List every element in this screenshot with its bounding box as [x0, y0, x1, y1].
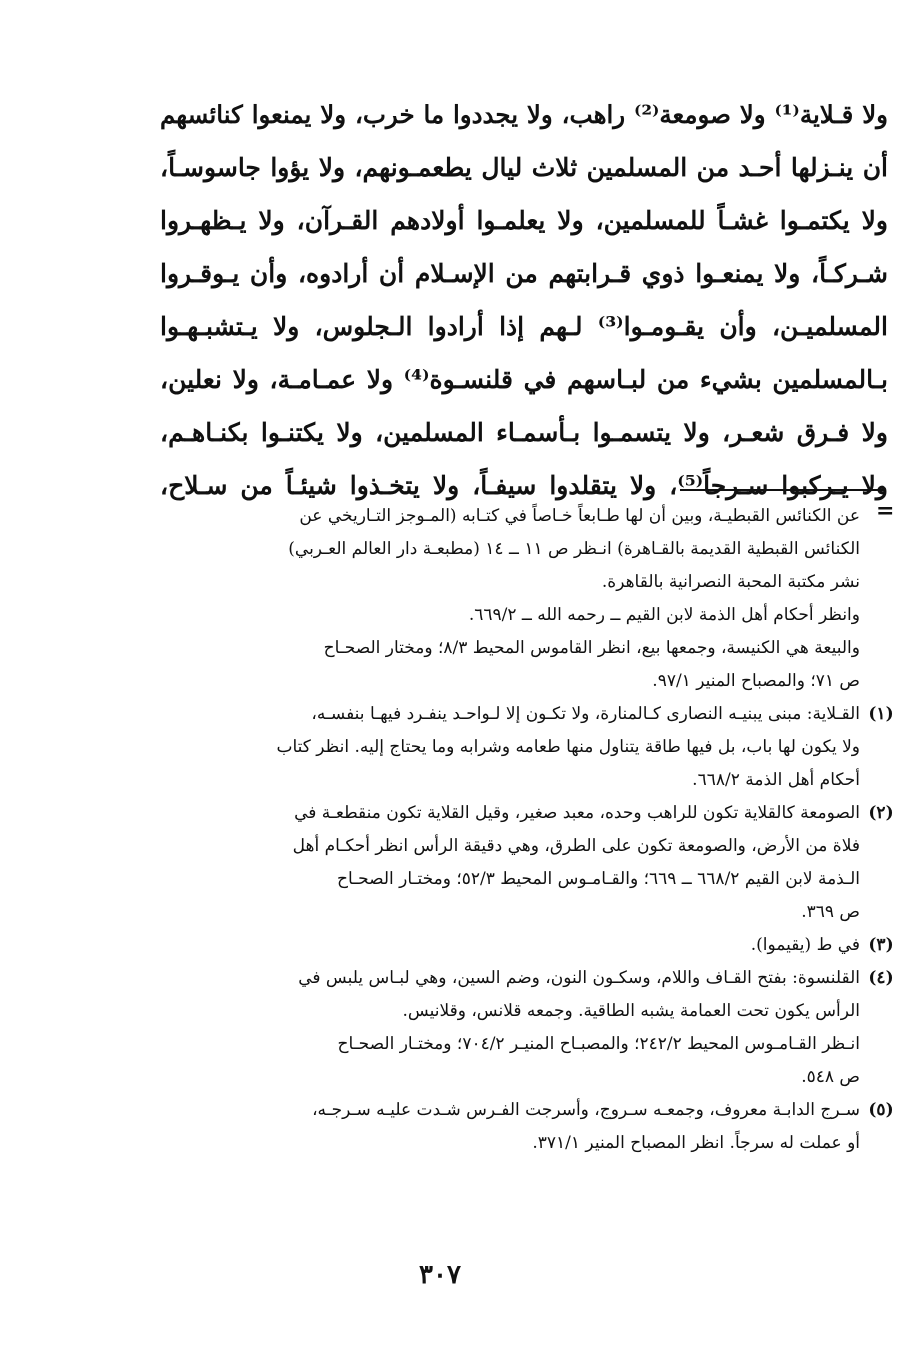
footnote-line: في ط (يقيموا).: [750, 935, 860, 955]
footnote-line: الصومعة كالقلاية تكون للراهب وحده، معبد صغير، وقيل القلاية تكون منقطعـة في: [294, 803, 860, 823]
footnote-line: الـذمة لابن القيم ٦٦٨/٢ ــ ٦٦٩؛ والقـامـوس المحيط ٥٢/٣؛ ومختـار الصحـاح: [337, 869, 860, 889]
footnote-line: والبيعة هي الكنيسة، وجمعها بيع، انظر القاموس المحيط ٨/٣؛ ومختار الصحـاح: [323, 638, 860, 658]
main-text-line: أن ينـزلها أحـد من المسلمين ثلاث ليال يطعمـونهم، ولا يؤوا جاسوسـاً،: [160, 153, 888, 182]
footnote-line: عن الكنائس القبطيـة، وبين أن لها طـابعاً خـاصاً في كتـابه (المـوجز التـاريخي عن: [299, 506, 860, 526]
footnote-number: (٢): [868, 803, 894, 823]
main-text-line: شـركـاً، ولا يمنعـوا ذوي قـرابتهم من الإسـلام أن أرادوه، وأن يـوقـروا: [160, 259, 888, 288]
footnote-number: (٥): [868, 1100, 894, 1120]
footnote-3: [160, 929, 894, 962]
footnote-line: الرأس يكون تحت العمامة يشبه الطاقية. وجمعه قلانس، وقلانيس.: [402, 1001, 860, 1021]
main-text-line: ولا يـركبوا سـرجاً⁽⁵⁾، ولا يتقلدوا سيفـاً، ولا يتخـذوا شيئـاً من سـلاح،: [160, 471, 888, 500]
page-number: ٣٠٧: [419, 1260, 461, 1290]
footnote-line: انـظر القـامـوس المحيط ٢٤٢/٢؛ والمصبـاح المنيـر ٧٠٤/٢؛ ومختـار الصحـاح: [337, 1034, 860, 1054]
footnote-separator: [680, 489, 886, 491]
footnote-1: [160, 698, 894, 797]
main-text-line: ولا يكتمـوا غشـاً للمسلمين، ولا يعلمـوا أولادهم القـرآن، ولا يـظهـروا: [160, 206, 888, 235]
main-text-line: ولا قـلاية⁽¹⁾ ولا صومعة⁽²⁾ راهب، ولا يجددوا ما خرب، ولا يمنعوا كنائسهم: [160, 100, 888, 129]
footnote-5: [160, 1094, 894, 1160]
footnote-continuation-mark: =: [876, 498, 895, 524]
footnote-line: أحكام أهل الذمة ٦٦٨/٢.: [692, 770, 860, 790]
main-text-line: المسلميـن، وأن يقـومـوا⁽³⁾ لـهم إذا أرادوا الـجلوس، ولا يـتشبـهـوا: [160, 312, 888, 341]
footnote-number: (٣): [868, 935, 894, 955]
main-text-line: بـالمسلمين بشيء من لبـاسهم في قلنسـوة⁽⁴⁾ ولا عمـامـة، ولا نعلين،: [160, 365, 888, 394]
footnote-line: فلاة من الأرض، والصومعة تكون على الطرق، وهي دقيقة الرأس انظر أحكـام أهل: [292, 836, 860, 856]
footnotes: [160, 500, 894, 1160]
footnote-line: القـلاية: مبنى يبنيـه النصارى كـالمنارة، ولا تكـون إلا لـواحـد ينفـرد فيهـا بنفسـه،: [311, 704, 860, 724]
footnote-line: ولا يكون لها باب، بل فيها طاقة يتناول منها طعامه وشرابه وما يحتاج إليه. انظر كتاب: [276, 737, 860, 757]
footnote-line: نشر مكتبة المحبة النصرانية بالقاهرة.: [601, 572, 860, 592]
footnote-continued: [160, 500, 860, 698]
footnote-number: (٤): [868, 968, 894, 988]
footnote-2: [160, 797, 894, 929]
footnote-line: وانظر أحكام أهل الذمة لابن القيم ــ رحمه الله ــ ٦٦٩/٢.: [468, 605, 860, 625]
footnote-line: الكنائس القبطية القديمة بالقـاهرة) انـظر ص ١١ ــ ١٤ (مطبعـة دار العالم العـربي): [288, 539, 860, 559]
footnote-line: ص ٣٦٩.: [801, 902, 860, 922]
footnote-line: القلنسوة: بفتح القـاف واللام، وسكـون النون، وضم السين، وهي لبـاس يلبس في: [298, 968, 860, 988]
main-text: [160, 88, 888, 512]
footnote-4: [160, 962, 894, 1094]
footnote-line: سـرج الدابـة معروف، وجمعـه سـروج، وأسرجت الفـرس شـدت عليـه سـرجـه،: [312, 1100, 860, 1120]
footnote-line: ص ٥٤٨.: [801, 1067, 860, 1087]
footnote-line: أو عملت له سرجاً. انظر المصباح المنير ٣٧١/١.: [532, 1133, 860, 1153]
footnote-number: (١): [868, 704, 894, 724]
main-text-line: ولا فـرق شعـر، ولا يتسمـوا بـأسمـاء المسلمين، ولا يكتنـوا بكنـاهـم،: [160, 418, 888, 447]
footnote-line: ص ٧١؛ والمصباح المنير ٩٧/١.: [652, 671, 860, 691]
